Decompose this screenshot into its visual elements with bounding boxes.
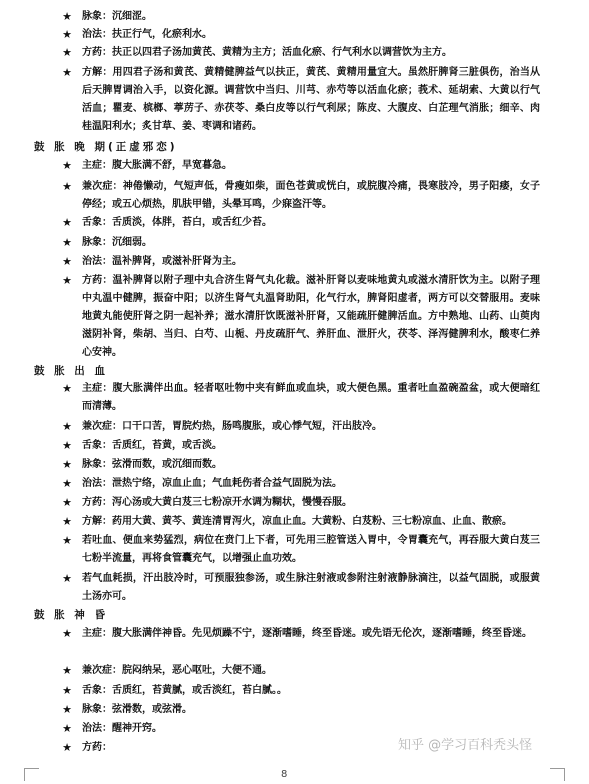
bullet-icon: ★ [62,66,72,79]
section-heading: 鼓 胀 晚 期(正虚邪恋) [34,141,178,153]
bullet-icon: ★ [62,255,72,268]
bullet-icon: ★ [62,572,72,585]
list-item: ★ 治法：醒神开窍。 [60,720,540,738]
list-item: ★ 治法：扶正行气，化瘀利水。 [60,26,540,44]
bullet-icon: ★ [62,382,72,395]
bullet-icon: ★ [62,159,72,172]
page-number: 8 [281,769,288,780]
list-item: ★ 兼次症：脘闷纳呆，恶心呕吐，大便不通。 [60,662,540,680]
list-item: ★ 主症：腹大胀满不舒，早宽暮急。 [60,157,540,175]
list-item: ★ 方药：泻心汤或大黄白芨三七粉凉开水调为糊状，慢慢吞服。 [60,494,540,512]
list-item: ★ 治法：泄热宁络，凉血止血；气血耗伤者合益气固脱为法。 [60,475,540,493]
list-item: ★ 若气血耗损，汗出肢冷时，可预服独参汤，或生脉注射液或参附注射液静脉滴注，以益气固脱，或服黄土汤亦可。 [60,570,540,606]
bullet-icon: ★ [62,722,72,735]
bullet-icon: ★ [62,741,72,754]
bullet-icon: ★ [62,684,72,697]
bullet-icon: ★ [62,236,72,249]
list-item: ★ 脉象：沉细弱。 [60,234,540,252]
section-heading: 鼓 胀 出 血 [34,365,108,377]
list-item: ★ 主症：腹大胀满伴出血。轻者呕吐物中夹有鲜血或血块，或大便色黑。重者吐血盈碗盈盆，或大便暗红而清薄。 [60,380,540,416]
list-item: ★ 治法：温补脾肾，或滋补肝肾为主。 [60,253,540,271]
list-item: ★ 方解：用四君子汤和黄芪、黄精健脾益气以扶正，黄芪、黄精用量宜大。虽然肝脾肾三脏俱伤，治当从后天脾胃调治入手，以资化源。调营饮中当归、川芎、赤芍等以活血化瘀；莪术、延胡索、大黄以行气活血；瞿麦、槟榔、葶苈子、赤茯苓、桑白皮等以行气利尿；陈皮、大腹皮、白芷理气消胀；细辛、肉桂温阳利水；炙甘草、姜、枣调和诸药。 [60,64,540,136]
bullet-icon: ★ [62,10,72,23]
bullet-icon: ★ [62,274,72,287]
bullet-icon: ★ [62,496,72,509]
list-item: ★ 方药：扶正以四君子汤加黄芪、黄精为主方；活血化瘀、行气利水以调营饮为主方。 [60,44,540,62]
list-item: ★ 主症：腹大胀满伴神昏。先见烦躁不宁，逐渐嗜睡，终至昏迷。或先语无伦次，逐渐嗜睡，终至昏迷。 [60,625,540,643]
section-heading: 鼓 胀 神 昏 [34,609,108,621]
bullet-icon: ★ [62,515,72,528]
list-item: ★ 舌象：舌质红，苔黄，或舌淡。 [60,437,540,455]
list-item: ★ 脉象：弦滑而数，或沉细而数。 [60,456,540,474]
bullet-icon: ★ [62,477,72,490]
list-item: ★ 方药：温补脾肾以附子理中丸合济生肾气丸化裁。滋补肝肾以麦味地黄丸或滋水清肝饮为主。以附子理中丸温中健脾，振奋中阳；以济生肾气丸温肾助阳，化气行水，脾肾阳虚者，两方可以交替服用。麦味地黄丸能使肝肾之阴一起补养；滋水清肝饮既滋补肝肾，又能疏肝健脾活血。方中熟地、山药、山萸肉滋阴补肾，柴胡、当归、白芍、山栀、丹皮疏肝气、养肝血、泄肝火，茯苓、泽泻健脾利水，酸枣仁养心安神。 [60,272,540,362]
list-item: ★ 脉象：沉细涩。 [60,8,540,26]
bullet-icon: ★ [62,458,72,471]
bullet-icon: ★ [62,627,72,640]
bullet-icon: ★ [62,664,72,677]
list-item: ★ 脉象：弦滑数，或弦滑。 [60,701,540,719]
list-item: ★ 方药： [60,739,540,757]
list-item: ★ 兼次症：神倦懒动，气短声低，骨瘦如柴，面色苍黄或恍白，或脘腹冷痛，畏寒肢冷，男子阳痿，女子停经；或五心烦热，肌肤甲错，头晕耳鸣，少寐盗汗等。 [60,178,540,214]
list-item: ★ 兼次症：口干口苦，胃脘灼热，肠鸣腹胀，或心悸气短，汗出肢冷。 [60,418,540,436]
bullet-icon: ★ [62,46,72,59]
bullet-icon: ★ [62,534,72,547]
list-item: ★ 舌象：舌质淡，体胖，苔白，或舌红少苔。 [60,214,540,232]
bullet-icon: ★ [62,439,72,452]
page-corner-mark [550,768,565,781]
bullet-icon: ★ [62,703,72,716]
bullet-icon: ★ [62,180,72,193]
bullet-icon: ★ [62,420,72,433]
page-corner-mark [24,768,39,781]
bullet-icon: ★ [62,28,72,41]
list-item: ★ 舌象：舌质红，苔黄腻，或舌淡红，苔白腻。。 [60,682,540,700]
watermark: 知乎 @学习百科秃头怪 [398,738,533,753]
list-item: ★ 方解：药用大黄、黄芩、黄连清胃泻火，凉血止血。大黄粉、白芨粉、三七粉凉血、止血、散瘀。 [60,513,540,531]
bullet-icon: ★ [62,216,72,229]
list-item: ★ 若吐血、便血来势猛烈，病位在贲门上下者，可先用三腔管送入胃中，令胃囊充气，再吞服大黄白芨三七粉半流量，再将食管囊充气，以增强止血功效。 [60,532,540,568]
